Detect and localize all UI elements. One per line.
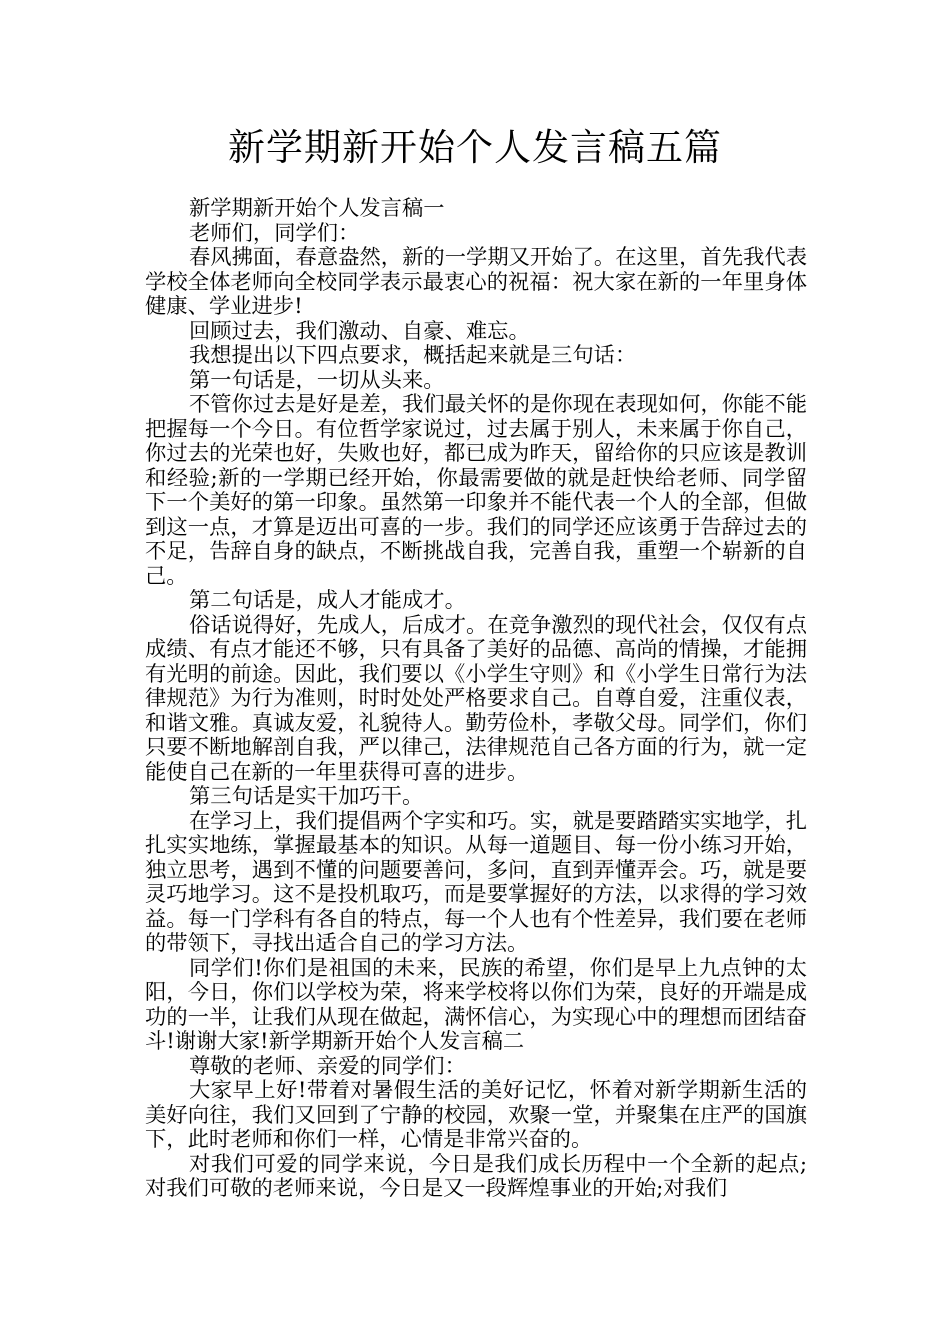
paragraph: 对我们可爱的同学来说，今日是我们成长历程中一个全新的起点;对我们可敬的老师来说，今日是又一段辉煌事业的开始;对我们 (145, 1151, 807, 1201)
paragraph-point-one: 第一句话是，一切从头来。 (189, 367, 445, 393)
paragraph: 俗话说得好，先成人，后成才。在竞争激烈的现代社会，仅仅有点成绩、有点才能还不够，只有具备了美好的品德、高尚的情操，才能拥有光明的前途。因此，我们要以《小学生守则》和《小学生日常行为法律规范》为行为准则，时时处处严格要求自己。自尊自爱，注重仪表，和谐文雅。真诚友爱，礼貌待人。勤劳俭朴，孝敬父母。同学们，你们只要不断地解剖自我，严以律己，法律规范自己各方面的行为，就一定能使自己在新的一年里获得可喜的进步。 (145, 612, 807, 785)
paragraph-speech-one-heading: 新学期新开始个人发言稿一 (189, 196, 445, 221)
paragraph: 在学习上，我们提倡两个字实和巧。实，就是要踏踏实实地学，扎扎实实地练，掌握最基本的知识。从每一道题目、每一份小练习开始，独立思考，遇到不懂的问题要善问，多问，直到弄懂弄会。巧，就是要灵巧地学习。这不是投机取巧，而是要掌握好的方法，以求得的学习效益。每一门学科有各自的特点，每一个人也有个性差异，我们要在老师的带领下，寻找出适合自己的学习方法。 (145, 808, 807, 956)
paragraph-salutation-one: 老师们，同学们： (189, 220, 360, 246)
paragraph: 不管你过去是好是差，我们最关怀的是你现在表现如何，你能不能把握每一个今日。有位哲学家说过，过去属于别人，未来属于你自己，你过去的光荣也好，失败也好，都已成为昨天，留给你的只应该是教训和经验;新的一学期已经开始，你最需要做的就是赶快给老师、同学留下一个美好的第一印象。虽然第一印象并不能代表一个人的全部，但做到这一点，才算是迈出可喜的一步。我们的同学还应该勇于告辞过去的不足，告辞自身的缺点，不断挑战自我，完善自我，重塑一个崭新的自己。 (145, 392, 807, 589)
paragraph: 回顾过去，我们激动、自豪、难忘。 (189, 318, 530, 344)
paragraph-point-three: 第三句话是实干加巧干。 (189, 784, 424, 809)
document-title: 新学期新开始个人发言稿五篇 (228, 126, 722, 169)
paragraph-salutation-two: 尊敬的老师、亲爱的同学们： (189, 1053, 466, 1079)
paragraph-point-two: 第二句话是，成人才能成才。 (189, 588, 466, 613)
paragraph: 同学们!你们是祖国的未来，民族的希望，你们是早上九点钟的太阳，今日，你们以学校为荣，将来学校将以你们为荣，良好的开端是成功的一半，让我们从现在做起，满怀信心，为实现心中的理想而团结奋斗!谢谢大家!新学期新开始个人发言稿二 (145, 955, 807, 1054)
paragraph: 春风拂面，春意盎然，新的一学期又开始了。在这里，首先我代表学校全体老师向全校同学表示最衷心的祝福：祝大家在新的一年里身体健康、学业进步! (145, 245, 807, 319)
document-body (145, 197, 807, 1202)
paragraph: 我想提出以下四点要求，概括起来就是三句话： (189, 343, 637, 368)
paragraph: 大家早上好!带着对暑假生活的美好记忆，怀着对新学期新生活的美好向往，我们又回到了宁静的校园，欢聚一堂，并聚集在庄严的国旗下，此时老师和你们一样，心情是非常兴奋的。 (145, 1078, 807, 1152)
